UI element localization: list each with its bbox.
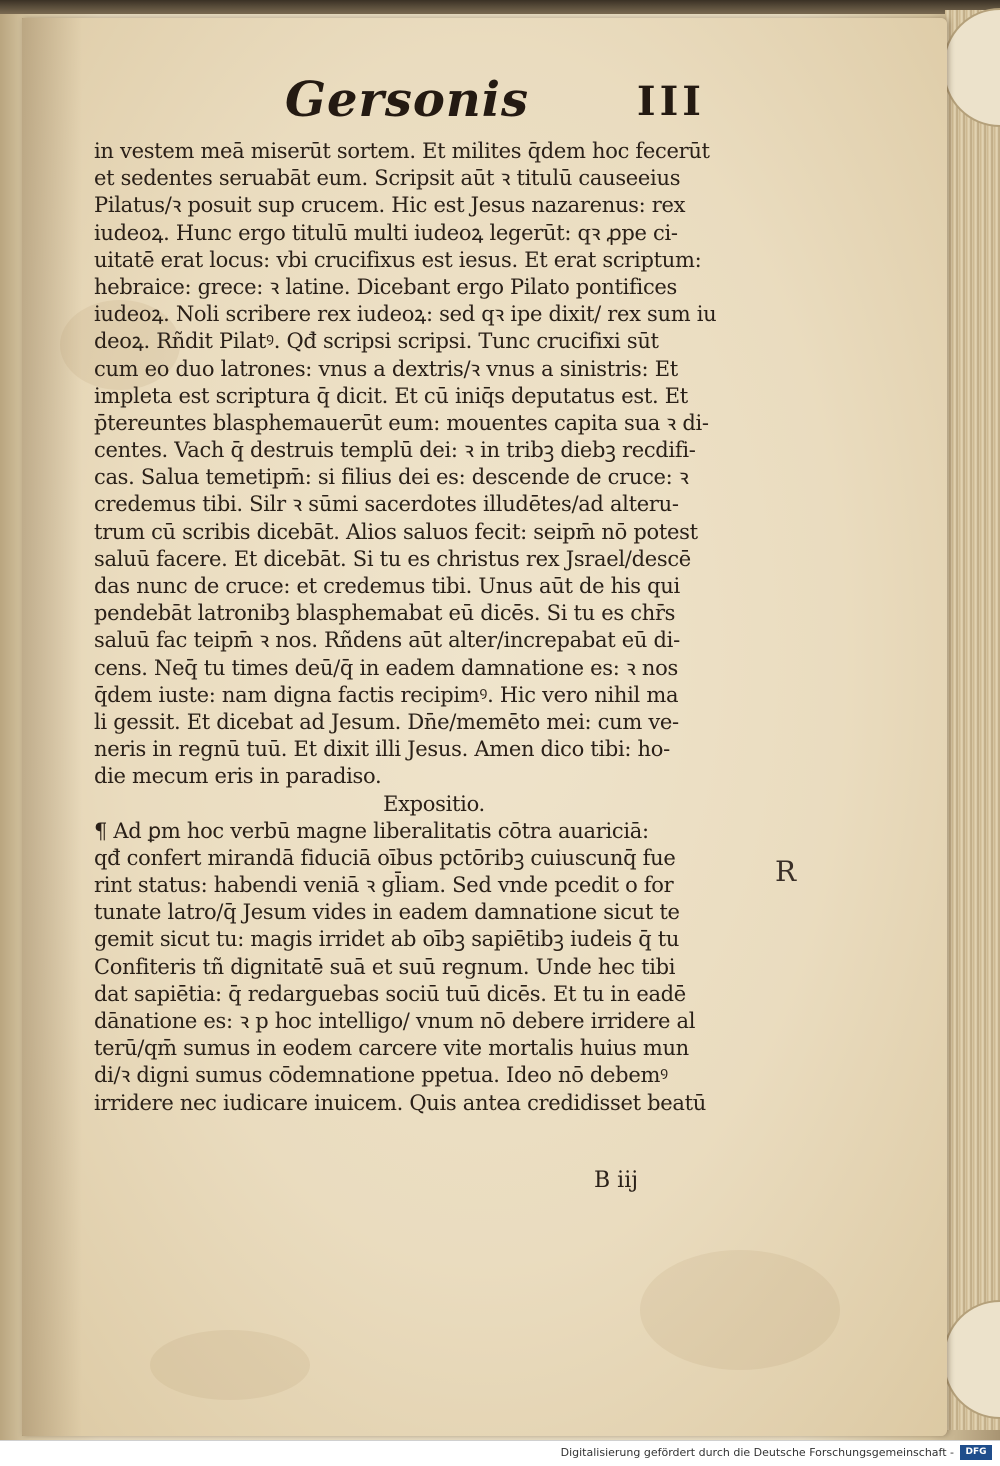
text-line: pendebāt latronibꝫ blasphemabat eū dicēs. Si tu es chr̄s — [94, 601, 676, 626]
exposition-passage — [94, 818, 774, 1117]
text-line: hebraice: grece: ꝛ latine. Dicebant ergo Pilato pontifices — [94, 274, 678, 299]
text-block — [94, 138, 774, 1117]
exposition-line: terū/qm̄ sumus in eodem carcere vite mortalis huius mun — [94, 1036, 689, 1061]
dfg-logo: DFG — [960, 1445, 992, 1460]
text-line: das nunc de cruce: et credemus tibi. Unus aūt de his qui — [94, 574, 680, 598]
text-line: cum eo duo latrones: vnus a dextris/ꝛ vnus a sinistris: Et — [94, 356, 678, 381]
exposition-line: di/ꝛ digni sumus cōdemnatione ppetua. Ideo nō debemꝰ — [94, 1063, 668, 1088]
text-line: cas. Salua temetipm̄: si filius dei es: descende de cruce: ꝛ — [94, 465, 689, 490]
paper-stain — [640, 1250, 840, 1370]
digitization-footer — [0, 1440, 1000, 1466]
text-line: saluū facere. Et dicebāt. Si tu es christus rex Jsrael/descē — [94, 546, 691, 571]
exposition-line: tunate latro/q̄ Jesum vides in eadem damnatione sicut te — [94, 900, 680, 925]
page-gutter-shadow — [22, 18, 82, 1436]
book-fore-edge — [945, 10, 1000, 1430]
text-line: saluū fac teipm̄ ꝛ nos. Rñdens aūt alter/increpabat eū di- — [94, 628, 680, 653]
text-line: li gessit. Et dicebat ad Jesum. Dn̄e/memēto mei: cum ve- — [94, 709, 679, 734]
text-line: centes. Vach q̄ destruis templū dei: ꝛ in tribꝫ diebꝫ recdifi- — [94, 438, 696, 463]
text-line: cens. Neq̄ tu times deū/q̄ in eadem damnatione es: ꝛ nos — [94, 655, 678, 680]
scripture-passage — [94, 138, 774, 791]
exposition-line: gemit sicut tu: magis irridet ab oībꝫ sapiētibꝫ iudeis q̄ tu — [94, 927, 680, 952]
text-line: impleta est scriptura q̄ dicit. Et cū iniq̄s deputatus est. Et — [94, 383, 688, 408]
page-header — [285, 72, 705, 142]
text-line: p̄tereuntes blasphemauerūt eum: mouentes capita sua ꝛ di- — [94, 410, 709, 435]
exposition-line: dat sapiētia: q̄ redarguebas sociū tuū dicēs. Et tu in eadē — [94, 981, 686, 1006]
exposition-line: dānatione es: ꝛ p hoc intelligo/ vnum nō debere irridere al — [94, 1009, 696, 1033]
footer-credit: Digitalisierung gefördert durch die Deutsche Forschungsgemeinschaft - — [560, 1446, 954, 1459]
text-line: credemus tibi. Silr ꝛ sūmi sacerdotes illudētes/ad alteru- — [94, 492, 679, 517]
text-line: Pilatus/ꝛ posuit sup crucem. Hic est Jesus nazarenus: rex — [94, 193, 686, 218]
folio-number: III — [636, 78, 705, 125]
text-line: iudeoꝝ. Noli scribere rex iudeoꝝ: sed qꝛ ipe dixit/ rex sum iu — [94, 302, 717, 327]
exposition-line: irridere nec iudicare inuicem. Quis antea credidisset beatū — [94, 1090, 706, 1115]
signature-mark: B iij — [594, 1168, 639, 1193]
text-line: die mecum eris in paradiso. — [94, 764, 382, 789]
book-top-edge — [0, 0, 1000, 14]
text-line: et sedentes seruabāt eum. Scripsit aūt ꝛ titulū causeeius — [94, 166, 681, 191]
text-line: in vestem meā miserūt sortem. Et milites q̄dem hoc fecerūt — [94, 139, 710, 163]
exposition-line: Confiteris tñ dignitatē suā et suū regnum. Unde hec tibi — [94, 954, 676, 979]
running-title: Gersonis — [285, 72, 530, 128]
exposition-line: rint status: habendi veniā ꝛ gl̄iam. Sed vnde pcedit o for — [94, 873, 674, 898]
text-line: q̄dem iuste: nam digna factis recipimꝰ. Hic vero nihil ma — [94, 682, 679, 707]
text-line: trum cū scribis dicebāt. Alios saluos fecit: seipm̄ nō potest — [94, 519, 698, 544]
text-line: iudeoꝝ. Hunc ergo titulū multi iudeoꝝ legerūt: qꝛ ꝓpe ci- — [94, 220, 678, 245]
text-line: neris in regnū tuū. Et dixit illi Jesus. Amen dico tibi: ho- — [94, 737, 670, 762]
text-line: uitatē erat locus: vbi crucifixus est iesus. Et erat scriptum: — [94, 247, 702, 272]
text-line: deoꝝ. Rñdit Pilatꝰ. Qđ scripsi scripsi. Tunc crucifixi sūt — [94, 329, 659, 354]
paper-stain — [150, 1330, 310, 1400]
section-heading: Expositio. — [383, 791, 485, 816]
marginal-note: R — [775, 855, 797, 888]
exposition-line: ¶ Ad ꝑm hoc verbū magne liberalitatis cōtra auariciā: — [94, 818, 649, 843]
exposition-line: qđ confert mirandā fiduciā oībus pctōribꝫ cuiuscunq̄ fue — [94, 845, 676, 870]
